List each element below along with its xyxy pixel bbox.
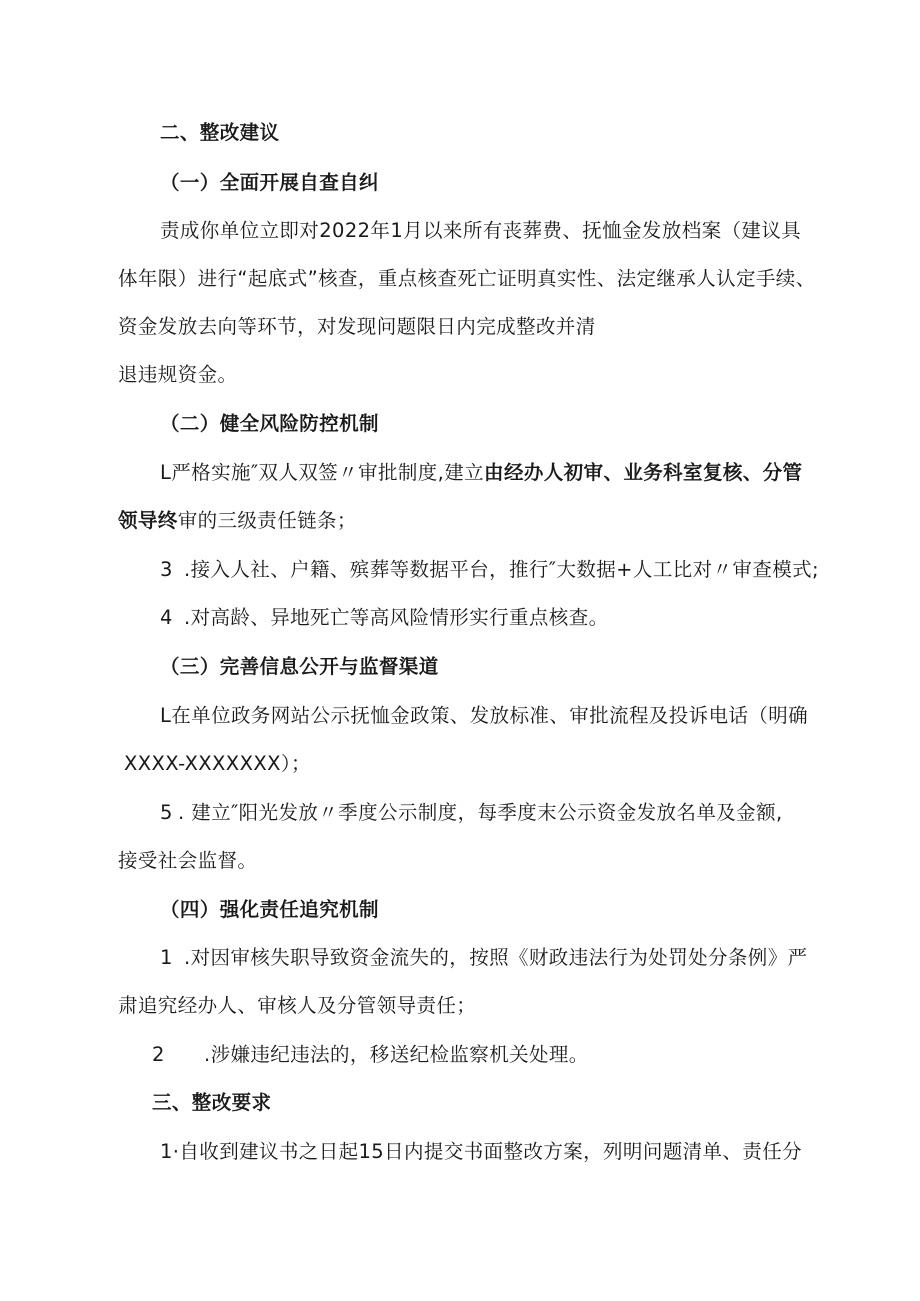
list-item-line	[160, 605, 609, 631]
list-item-line: 接受社会监督。	[118, 849, 258, 872]
section-heading-suggestions: 二、整改建议	[160, 121, 280, 144]
paragraph-line: 资金发放去向等环节，对发现问题限日内完成整改并清	[118, 315, 596, 338]
paragraph-line: 责成你单位立即对2022年1月以来所有丧葬费、抚恤金发放档案（建议具	[160, 219, 802, 242]
list-item-text-bold: 由经办人初审、业务科室复核、分管	[484, 461, 803, 484]
list-item-line	[160, 945, 808, 971]
list-item-number: 1	[160, 946, 173, 969]
list-item-line	[160, 800, 783, 826]
list-item-line: 肃追究经办人、审核人及分管领导责任；	[118, 994, 477, 1017]
list-item-line: L在单位政务网站公示抚恤金政策、发放标准、审批流程及投诉电话（明确	[160, 704, 809, 727]
list-item-text: L严格实施″双人双签〃审批制度,建立	[160, 461, 485, 484]
list-item-line	[160, 557, 819, 583]
list-item-number: 5	[160, 801, 173, 824]
list-item-line	[152, 1042, 589, 1068]
list-item-text: .涉嫌违纪违法的，移送纪检监察机关处理。	[204, 1043, 589, 1066]
list-item-number: 2	[152, 1043, 165, 1066]
subsection-heading-self-inspection: （一）全面开展自查自纠	[160, 171, 379, 194]
section-heading-requirements: 三、整改要求	[152, 1091, 272, 1114]
subsection-heading-disclosure: （三）完善信息公开与监督渠道	[160, 655, 439, 678]
subsection-heading-accountability: （四）强化责任追究机制	[160, 898, 379, 921]
list-item-text: . 建立″阳光发放〃季度公示制度，每季度末公示资金发放名单及金额,	[178, 801, 783, 824]
list-item-text: .对高龄、异地死亡等高风险情形实行重点核查。	[184, 606, 609, 629]
list-item-line: 1·自收到建议书之日起15日内提交书面整改方案，列明问题清单、责任分	[160, 1140, 803, 1163]
paragraph-line: 退违规资金。	[118, 363, 238, 386]
list-item-number: 3	[160, 558, 173, 581]
list-item-line	[160, 460, 802, 486]
list-item-text-bold: 领导终	[118, 509, 178, 532]
list-item-line: XXXX-XXXXXXX）；	[124, 752, 311, 775]
list-item-text: 审的三级责任链条；	[177, 509, 357, 532]
list-item-line	[118, 508, 357, 534]
paragraph-line: 体年限）进行“起底式”核查，重点核查死亡证明真实性、法定继承人认定手续、	[118, 267, 816, 290]
list-item-text: .对因审核失职导致资金流失的，按照《财政违法行为处罚处分条例》严	[184, 946, 808, 969]
subsection-heading-risk-control: （二）健全风险防控机制	[160, 412, 379, 435]
list-item-text: .接入人社、户籍、殡葬等数据平台，推行″大数据+人工比对〃审查模式;	[184, 558, 819, 581]
list-item-number: 4	[160, 606, 173, 629]
